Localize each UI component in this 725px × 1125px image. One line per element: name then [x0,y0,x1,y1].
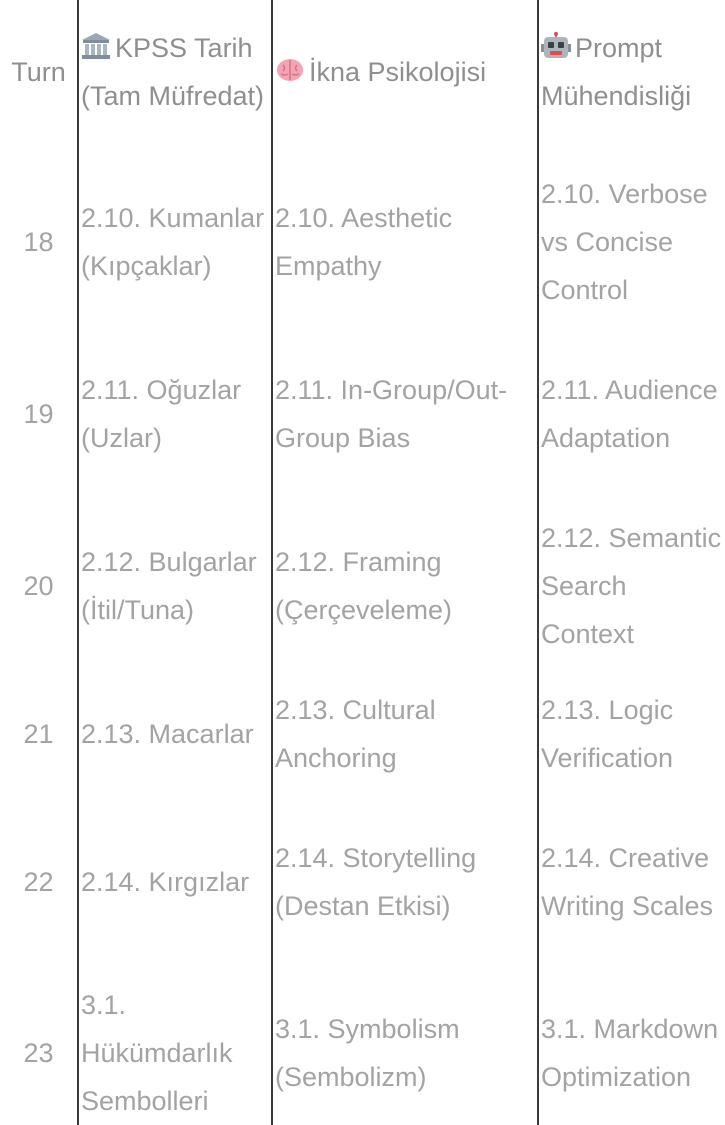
robot-icon [541,32,571,60]
table-row [0,488,725,684]
ikna-cell: 2.12. Framing (Çerçeveleme) [272,488,538,684]
prompt-cell: 3.1. Markdown Optimization [538,980,725,1125]
prompt-cell: 2.11. Audience Adaptation [538,340,725,488]
turn-cell: 19 [23,399,54,429]
ikna-cell: 2.13. Cultural Anchoring [272,684,538,784]
table-row [0,980,725,1125]
prompt-cell: 2.13. Logic Verification [538,684,725,784]
prompt-cell: 2.12. Semantic Search Context [538,488,725,684]
header-turn: Turn [11,57,66,87]
classical-building-icon [81,32,111,60]
turn-cell: 21 [23,719,54,749]
kpss-cell: 2.11. Oğuzlar (Uzlar) [78,340,272,488]
ikna-cell: 2.10. Aesthetic Empathy [272,144,538,340]
table-row [0,784,725,980]
header-ikna-psikolojisi: İkna Psikolojisi [272,0,538,144]
prompt-cell: 2.10. Verbose vs Concise Control [538,144,725,340]
turn-cell: 20 [23,571,54,601]
kpss-cell: 2.13. Macarlar [78,684,272,784]
kpss-cell: 3.1. Hükümdarlık Sembolleri [78,980,272,1125]
turn-cell: 23 [23,1037,54,1068]
kpss-cell: 2.12. Bulgarlar (İtil/Tuna) [78,488,272,684]
prompt-cell: 2.14. Creative Writing Scales [538,784,725,980]
table-row [0,340,725,488]
turn-cell: 18 [23,227,54,257]
ikna-cell: 3.1. Symbolism (Sembolizm) [272,980,538,1125]
table-header-row [0,0,725,144]
kpss-cell: 2.14. Kırgızlar [78,784,272,980]
brain-icon [275,56,305,84]
ikna-cell: 2.14. Storytelling (Destan Etkisi) [272,784,538,980]
table-row [0,684,725,784]
header-kpss-tarih: KPSS Tarih (Tam Müfredat) [78,0,272,144]
ikna-cell: 2.11. In-Group/Out-Group Bias [272,340,538,488]
kpss-cell: 2.10. Kumanlar (Kıpçaklar) [78,144,272,340]
table-row [0,144,725,340]
header-prompt-muhendisligi: Prompt Mühendisliği [538,0,725,144]
turn-cell: 22 [23,867,54,897]
